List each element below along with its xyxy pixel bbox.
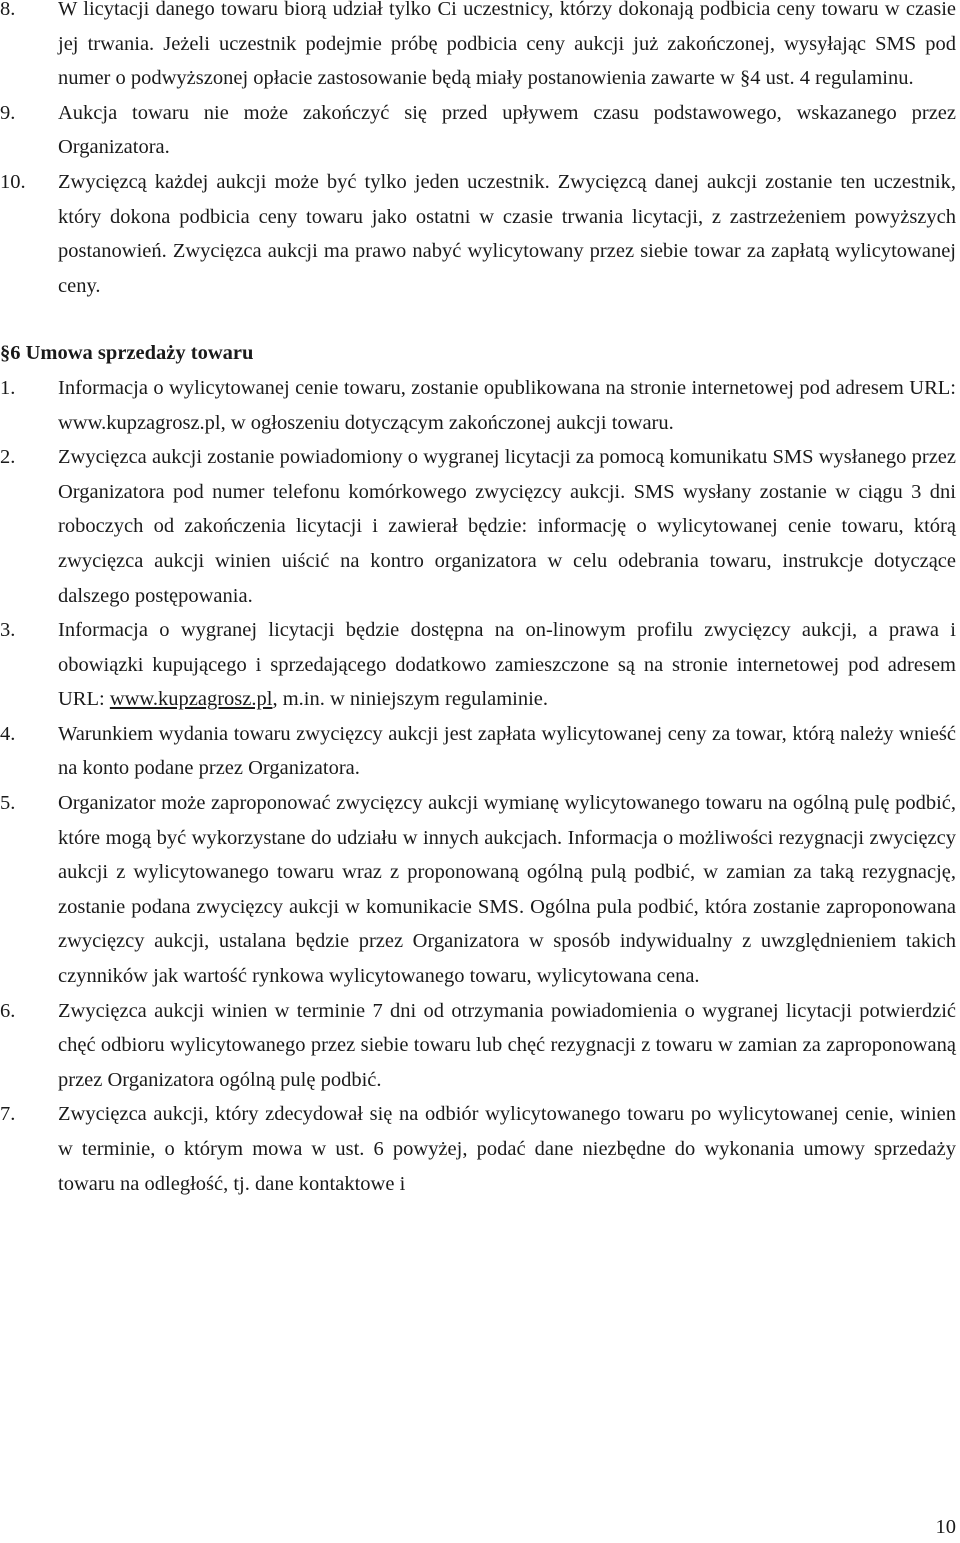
- list-item: [0, 96, 960, 165]
- list-item-text: W licytacji danego towaru biorą udział tylko Ci uczestnicy, którzy dokonają podbicia ceny towaru w czasie jej trwania. Jeżeli uczestnik podejmie próbę podbicia ceny aukcji już zakończonej, wysyłając SMS pod numer o podwyższonej opłacie zastosowanie będą miały postanowienia zawarte w §4 ust. 4 regulaminu.: [58, 0, 956, 90]
- list-item: [0, 165, 960, 303]
- list-item-number: 6.: [0, 999, 16, 1022]
- list-item-number: 5.: [0, 792, 16, 815]
- list-item-text-before-link: Informacja o wygranej licytacji będzie dostępna na on-linowym profilu zwycięzcy aukcji, a prawa i obowiązki kupującego i sprzedającego dodatkowo zamieszczone są na stronie internetowej pod adresem URL:: [58, 619, 956, 711]
- list-item-number: 7.: [0, 1103, 16, 1126]
- list-item-number: 3.: [0, 619, 16, 642]
- list-item: [0, 717, 960, 786]
- list-item-text: Organizator może zaproponować zwycięzcy aukcji wymianę wylicytowanego towaru na ogólną pulę podbić, które mogą być wykorzystane do udziału w innych aukcjach. Informacja o możliwości rezygnacji zwycięzcy aukcji z wylicytowanego towaru wraz z proponowaną ogólną pulą podbić, w zamian za taką rezygnację, zostanie podana zwycięzcy aukcji w komunikacie SMS. Ogólna pula podbić, która zostanie zaproponowana zwycięzcy aukcji, ustalana będzie przez Organizatora w sposób indywidualny z uwzględnieniem takich czynników jak wartość rynkowa wylicytowanego towaru, wylicytowana cena.: [58, 792, 956, 988]
- section-heading: §6 Umowa sprzedaży towaru: [0, 342, 254, 365]
- list-item-text-after-link: , m.in. w niniejszym regulaminie.: [272, 688, 549, 711]
- list-item-text: Zwycięzca aukcji zostanie powiadomiony o wygranej licytacji za pomocą komunikatu SMS wysłanego przez Organizatora pod numer telefonu komórkowego zwycięzcy aukcji. SMS wysłany zostanie w ciągu 3 dni roboczych od zakończenia licytacji i zawierał będzie: informację o wylicytowanej cenie towaru, którą zwycięzca aukcji winien uiścić na kontro organizatora w celu odebrania towaru, instrukcje dotyczące dalszego postępowania.: [58, 446, 956, 607]
- list-item-number: 9.: [0, 101, 16, 124]
- page-number: 10: [935, 1516, 956, 1538]
- list-item: [0, 994, 960, 1098]
- list-item: [0, 440, 960, 613]
- list-item-text: Zwycięzca aukcji, który zdecydował się na odbiór wylicytowanego towaru po wylicytowanej cenie, winien w terminie, o którym mowa w ust. 6 powyżej, podać dane niezbędne do wykonania umowy sprzedaży towaru na odległość, tj. dane kontaktowe i: [58, 1103, 956, 1195]
- list-item-number: 10.: [0, 170, 26, 193]
- list-item-number: 4.: [0, 722, 16, 745]
- list-item-text: Aukcja towaru nie może zakończyć się przed upływem czasu podstawowego, wskazanego przez Organizatora.: [58, 101, 956, 159]
- list-item-number: 8.: [0, 0, 16, 20]
- website-link[interactable]: www.kupzagrosz.pl: [109, 688, 273, 711]
- list-item-number: 2.: [0, 446, 16, 469]
- list-item: [0, 1097, 960, 1201]
- list-item-text: Warunkiem wydania towaru zwycięzcy aukcji jest zapłata wylicytowanej ceny za towar, którą należy wnieść na konto podane przez Organizatora.: [58, 722, 956, 780]
- list-item-number: 1.: [0, 376, 16, 399]
- list-item: [0, 613, 960, 717]
- list-item: [0, 371, 960, 440]
- list-item: [0, 0, 960, 96]
- list-item-text: Zwycięzcą każdej aukcji może być tylko jeden uczestnik. Zwycięzcą danej aukcji zostanie ten uczestnik, który dokona podbicia ceny towaru jako ostatni w czasie trwania licytacji, z zastrzeżeniem powyższych postanowień. Zwycięzca aukcji ma prawo nabyć wylicytowany przez siebie towar za zapłatą wylicytowanej ceny.: [58, 170, 956, 297]
- list-item: [0, 786, 960, 994]
- list-item-text: Zwycięzca aukcji winien w terminie 7 dni od otrzymania powiadomienia o wygranej licytacji potwierdzić chęć odbioru wylicytowanego przez siebie towaru lub chęć rezygnacji z towaru w zamian za zaproponowaną przez Organizatora ogólną pulę podbić.: [58, 999, 956, 1091]
- section-spacer: [0, 303, 960, 336]
- list-item-text: Informacja o wylicytowanej cenie towaru, zostanie opublikowana na stronie internetowej pod adresem URL: www.kupzagrosz.pl, w ogłoszeniu dotyczącym zakończonej aukcji towaru.: [58, 376, 956, 434]
